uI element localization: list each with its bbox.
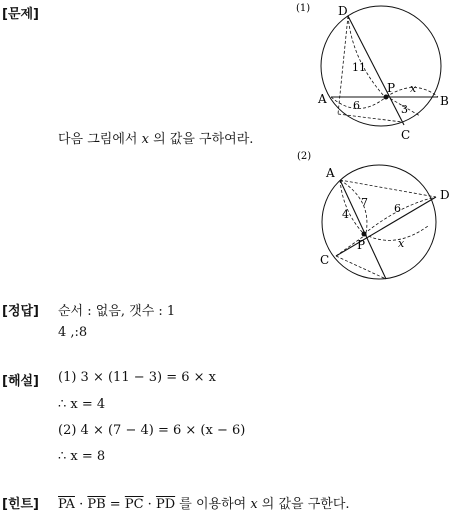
chord-a-bottom bbox=[340, 180, 386, 279]
label-11: 11 bbox=[352, 61, 366, 74]
figure-1-number: (1) bbox=[296, 3, 311, 14]
label-d-1: D bbox=[338, 4, 348, 18]
figure-1 bbox=[290, 0, 453, 148]
label-3: 3 bbox=[401, 103, 408, 116]
label-b-1: B bbox=[440, 94, 449, 108]
hint-text-2: 의 값을 구한다. bbox=[257, 497, 350, 512]
circle-2 bbox=[322, 165, 436, 279]
hint-dot-2: · bbox=[143, 497, 156, 512]
label-4: 4 bbox=[342, 208, 349, 221]
statement-text-2: 의 값을 구하여라. bbox=[148, 132, 254, 147]
dashed-line-2 bbox=[338, 114, 402, 122]
hint-equals: = bbox=[105, 497, 125, 512]
dashed-line-1 bbox=[338, 16, 348, 114]
answer-line-1: 순서 : 없음, 갯수 : 1 bbox=[58, 304, 176, 319]
segment-pa: $\overline{PA}$ bbox=[58, 497, 75, 512]
point-p-1 bbox=[384, 95, 389, 100]
dashed-line-ad bbox=[340, 180, 436, 197]
statement-text-1: 다음 그림에서 bbox=[58, 132, 142, 147]
hint-text bbox=[58, 493, 350, 512]
figure-2 bbox=[290, 148, 453, 284]
problem-tag: [문제] bbox=[2, 7, 39, 22]
hint-dot-1: · bbox=[74, 497, 88, 512]
figure-2-number: (2) bbox=[297, 151, 312, 162]
problem-statement bbox=[58, 128, 253, 147]
statement-variable: x bbox=[141, 132, 149, 147]
label-x-2: x bbox=[398, 237, 405, 250]
answer-line-2: 4 ,:8 bbox=[58, 325, 88, 340]
explanation-line-2: ∴ x = 4 bbox=[58, 397, 106, 412]
label-6-2: 6 bbox=[394, 202, 401, 215]
label-c-1: C bbox=[401, 128, 411, 142]
segment-pc: $\overline{PC}$ bbox=[124, 497, 144, 512]
segment-pd: $\overline{PD}$ bbox=[155, 497, 176, 512]
segment-pb: $\overline{PB}$ bbox=[87, 497, 106, 512]
explanation-line-3: (2) 4 × (7 − 4) = 6 × (x − 6) bbox=[58, 423, 246, 438]
answer-tag: [정답] bbox=[2, 304, 39, 319]
label-x-1: x bbox=[410, 82, 417, 95]
label-a-1: A bbox=[318, 92, 327, 106]
label-c-2: C bbox=[320, 253, 330, 267]
label-p-1: P bbox=[387, 81, 396, 95]
explanation-tag: [해설] bbox=[2, 374, 39, 389]
label-a-2: A bbox=[326, 166, 335, 180]
explanation-line-4: ∴ x = 8 bbox=[58, 449, 106, 464]
arc-11 bbox=[348, 16, 384, 96]
label-7: 7 bbox=[361, 196, 368, 209]
dashed-line-c-bottom bbox=[336, 256, 386, 279]
label-d-2: D bbox=[440, 188, 450, 202]
explanation-line-1: (1) 3 × (11 − 3) = 6 × x bbox=[58, 370, 217, 385]
label-6-1: 6 bbox=[353, 99, 360, 112]
label-p-2: P bbox=[357, 238, 366, 252]
hint-text-1: 를 이용하여 bbox=[175, 497, 251, 512]
chord-cd bbox=[336, 197, 436, 256]
point-p-2 bbox=[362, 232, 367, 237]
hint-variable: x bbox=[250, 497, 258, 512]
hint-tag: [힌트] bbox=[2, 497, 39, 512]
